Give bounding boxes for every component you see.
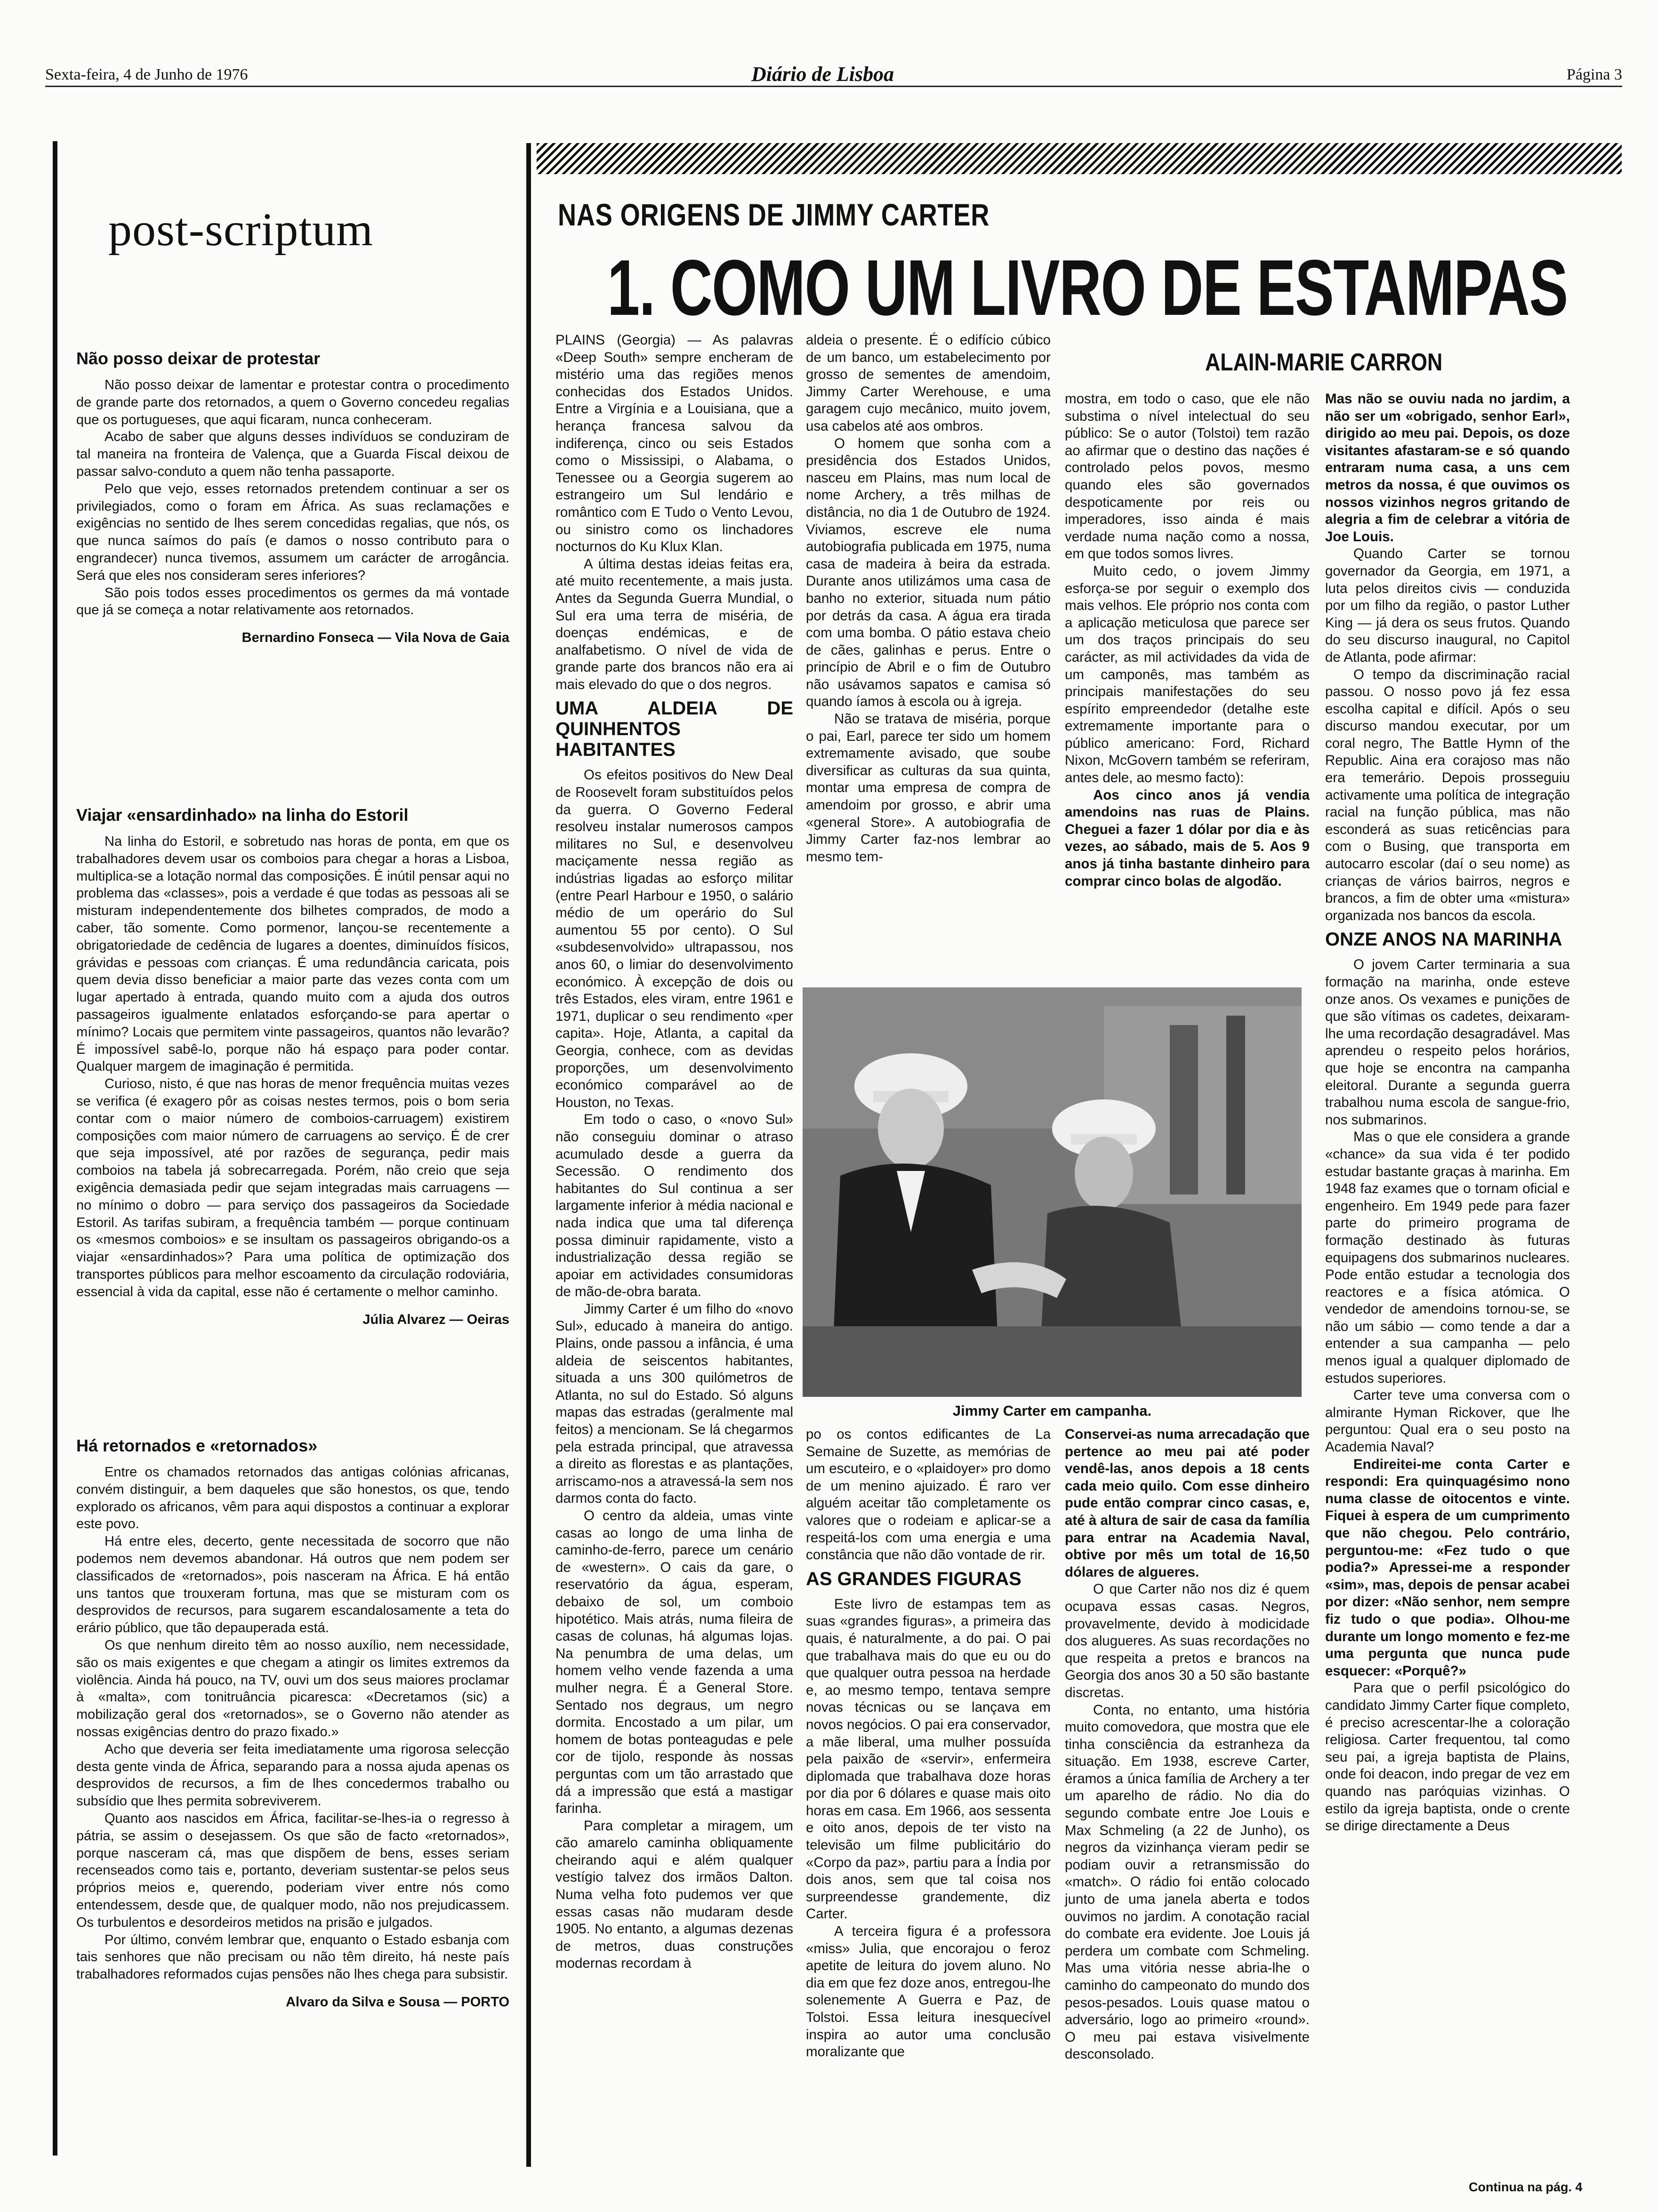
article-paragraph: PLAINS (Georgia) — As palavras «Deep South» sempre encheram de mistério uma das regiões menos conhecidas dos Estados Unidos. Entre a Virgínia e a Louisiana, que a herança francesa salvou da indiferença, cinco ou seis Estados como o Mississipi, o Alabama, o Tenessee ou a Georgia sugerem ao estrangeiro um Sul lendário e romântico com E Tudo o Vento Levou, ou sinistro como os linchadores nocturnos do Ku Klux Klan. (555, 332, 793, 555)
letter-paragraph: Quanto aos nascidos em África, facilitar-se-lhes-ia o regresso à pátria, se assim o desejassem. Os que são de facto «retornados», porque nasceram cá, mas que dispõem de bens, esses seriam recenseados como tais e, portanto, deveriam sustentar-se pelos seus próprios meios e, querendo, poderiam viver entre nós como entendessem, desde que, de qualquer modo, não nos prejudicassem. Os turbulentos e desordeiros metidos na prisão e julgados. (76, 1811, 509, 1930)
photo-caption: Jimmy Carter em campanha. (952, 1403, 1152, 1419)
letter-paragraph: Não posso deixar de lamentar e protestar contra o procedimento de grande parte dos retornados, a quem o Governo concedeu regalias que os portugueses, que aqui ficaram, nunca conheceram. (76, 377, 509, 427)
hatched-banner (537, 143, 1622, 174)
letter-paragraph: Acho que deveria ser feita imediatamente uma rigorosa selecção desta gente vinda de África, separando para a nossa ajuda apenas os desprovidos de recursos, a fim de lhes concedermos trabalho ou subsídio que lhes permita sobreviverem. (76, 1741, 509, 1809)
article-paragraph: A última destas ideias feitas era, até muito recentemente, a mais justa. Antes da Segunda Guerra Mundial, o Sul era uma terra de miséria, de doenças endémicas, e de analfabetismo. O nível de vida de grande parte dos brancos não era ai mais elevado do que o dos negros. (555, 556, 793, 692)
article-frame (526, 143, 531, 2167)
article-paragraph: Este livro de estampas tem as suas «grandes figuras», a primeira das quais, é naturalmente, a do pai. O pai que trabalhava mais do que eu ou do que qualquer outra pessoa na herdade e, ao mesmo tempo, tentava sempre novas técnicas ou se lançava em novos negócios. O pai era conservador, a mãe liberal, uma mulher possuída pela paixão de «servir», enfermeira diplomada que trabalhava doze horas por dia por 6 dólares e quase mais oito horas em casa. Em 1966, aos sessenta e oito anos, depois de ter visto na televisão um filme publicitário do «Corpo da paz», partiu para a Índia por dois anos, sem que tal coisa nos surpreendesse grandemente, diz Carter. (806, 1596, 1051, 1922)
article-column-2 (806, 332, 1051, 866)
page-number: Página 3 (1566, 66, 1622, 83)
letter-paragraph: Por último, convém lembrar que, enquanto o Estado esbanja com tais senhores que não precisam ou não têm direito, há neste país trabalhadores reformados cujas pensões não lhes chega para subsistir. (76, 1932, 509, 1982)
article-column-1 (555, 332, 793, 1972)
letter-paragraph: Acabo de saber que alguns desses indivíduos se conduziram de tal maneira na fronteira de Valença, que a Guarda Fiscal deixou de passar salvo-conduto a quem não tenha passaporte. (76, 429, 509, 479)
article-paragraph: Mas o que ele considera a grande «chance» da sua vida é ter podido estudar bastante graças à marinha. Em 1948 faz exames que o tornam oficial e engenheiro. Em 1949 pede para fazer parte do primeiro programa de formação destinado às futuras equipagens dos submarinos nucleares. Pode então estudar a tecnologia dos reactores e a física atómica. O vendedor de amendoins tornou-se, se não um sábio — como tende a dar a entender a sua campanha — pelo menos igual a qualquer diplomado de estudos superiores. (1325, 1129, 1570, 1386)
article-column-2-lower (806, 1426, 1051, 2061)
article-author: ALAIN-MARIE CARRON (1205, 349, 1443, 376)
letter-3 (76, 1435, 509, 2011)
newspaper-name: Diário de Lisboa (751, 63, 894, 86)
article-paragraph: Não se tratava de miséria, porque o pai, Earl, parece ter sido um homem extremamente avisado, que soube diversificar as culturas da sua quinta, montar uma empresa de compra de amendoim por grosso, e abrir uma «general Store». A autobiografia de Jimmy Carter faz-nos lembrar ao mesmo tem- (806, 711, 1051, 865)
masthead (45, 63, 1622, 86)
letter-signature: Júlia Alvarez — Oeiras (362, 1312, 509, 1327)
letter-paragraph: Na linha do Estoril, e sobretudo nas horas de ponta, em que os trabalhadores devem usar os comboios para chegar a horas a Lisboa, multiplica-se a lotação normal das composições. É inútil pensar aqui no problema das «classes», pois a verdade é que todas as pessoas ali se misturam independentemente dos bilhetes comprados, de modo a caber, tão somente. Como pormenor, lançou-se recentemente a obrigatoriedade de cedência de lugares a doentes, diminuídos físicos, grávidas e pessoas com crianças. É uma redundância caricata, pois quem devia disso beneficiar a maior parte das vezes conta com um lugar apertado à entrada, quando muito com a ajuda dos outros passageiros igualmente enlatados esforçando-se para apertar o mínimo? Locais que permitem vinte passageiros, quantos não levarão? É impossível sabê-lo, porque não há espaço para poder contar. Qualquer margem de imaginação é permitida. (76, 834, 509, 1074)
letter-2 (76, 805, 509, 1328)
article-paragraph: O homem que sonha com a presidência dos Estados Unidos, nasceu em Plains, mas num local de nome Archery, a três milhas de distância, no dia 1 de Outubro de 1924. Viviamos, escreve ele numa autobiografia publicada em 1975, numa casa de madeira à beira da estrada. Durante anos utilizámos uma casa de banho no exterior, situada num pátio por detrás da casa. A água era tirada com uma bomba. O pátio estava cheio de cães, galinhas e perus. Entre o princípio de Abril e o fim de Outubro não usávamos sapatos e camisa só quando íamos à escola ou à igreja. (806, 435, 1051, 710)
article-paragraph: Quando Carter se tornou governador da Georgia, em 1971, a luta pelos direitos civis — conduzida por um filho da região, o pastor Luther King — já dera os seus frutos. Quando do seu discurso inaugural, no Capitol de Atlanta, pode afirmar: (1325, 546, 1570, 665)
article-paragraph: O centro da aldeia, umas vinte casas ao longo de uma linha de caminho-de-ferro, parece um cenário de «western». O cais da gare, o reservatório da água, esperam, debaixo de sol, um comboio hipotético. Mais atrás, numa fileira de casas de colunas, há algumas lojas. Na penumbra de uma delas, um homem velho vende fazenda a uma mulher negra. É a General Store. Sentado nos degraus, um negro dormita. Encostado a um pilar, um homem de botas ponteagudas e pele cor de tijolo, responde às nossas perguntas com um tão arrastado que dá a impressão que está a mastigar farinha. (555, 1508, 793, 1817)
article-paragraph: Para completar a miragem, um cão amarelo caminha obliquamente cheirando aqui e além qualquer vestígio talvez dos irmãos Dalton. Numa velha foto pudemos ver que essas casas não mudaram desde 1905. No entanto, a algumas dezenas de metros, duas construções modernas recordam à (555, 1818, 793, 1972)
letter-paragraph: Curioso, nisto, é que nas horas de menor frequência muitas vezes se verifica (é exagero pôr as coisas nestes termos, pois o bom seria contar com o maior número de comboios-carruagem) existirem composições com maior número de carruagens ao serviço. É de crer que seja impossível, até por razões de segurança, pedir mais comboios na tabela já sobrecarregada. Porém, não creio que seja exigência demasiada pedir que sejam integradas mais carruagens — no mínimo o dobro — para serviço dos passageiros da Sociedade Estoril. As tarifas subiram, a frequência também — porque continuam os «mesmos comboios» e se insultam os passageiros obrigando-os a viajar «ensardinhados»? Para uma política de optimização dos transportes públicos para melhor escoamento da circulação rodoviária, essencial à vida da capital, esse não é certamente o melhor caminho. (76, 1076, 509, 1299)
letter-paragraph: Pelo que vejo, esses retornados pretendem continuar a ser os privilegiados, como o foram em África. As suas reclamações e exigências no sentido de lhes serem concedidas regalias, que nós, os que nunca saímos do país (e damos o nosso contributo para o engrandecer) nunca tivemos, assumem um carácter de arrogância. Será que eles nos consideram seres inferiores? (76, 481, 509, 583)
article-headline: 1. COMO UM LIVRO DE ESTAMPAS (607, 243, 1568, 332)
article-paragraph: Aos cinco anos já vendia amendoins nas ruas de Plains. Cheguei a fazer 1 dólar por dia e às vezes, ao sábado, mais de 5. Aos 9 anos já tinha bastante dinheiro para comprar cinco bolas de algodão. (1065, 787, 1310, 889)
letter-paragraph: Há entre eles, decerto, gente necessitada de socorro que não podemos nem devemos abandonar. Há outros que nem podem ser classificados de «retornados», pois nasceram na África. E há então uns tantos que trouxeram fortuna, mas que se misturam com os desprovidos de recursos, para sugarem escandalosamente a teta do erário público, que tão depauperada está. (76, 1534, 509, 1636)
section-heading-figuras: AS GRANDES FIGURAS (806, 1568, 1022, 1589)
article-kicker: NAS ORIGENS DE JIMMY CARTER (558, 197, 990, 232)
letter-1 (76, 348, 509, 647)
article-column-3 (1065, 391, 1310, 890)
article-paragraph: aldeia o presente. É o edifício cúbico de um banco, um estabelecimento por grosso de sementes de amendoim, Jimmy Carter Werehouse, e uma garagem cujo mecânico, muito jovem, usa cabelos até aos ombros. (806, 332, 1051, 434)
masthead-rule (45, 86, 1622, 87)
continued-note: Continua na pág. 4 (1469, 2180, 1583, 2194)
article-paragraph: Endireitei-me conta Carter e respondi: Era quinquagésimo nono numa classe de oitocentos e vinte. Fiquei à espera de um cumprimento que não chegou. Pelo contrário, perguntou-me: «Fez tudo o que podia?» Apressei-me a responder «sim», mas, depois de pensar acabei por dizer: «Não senhor, nem sempre fiz tudo o que podia». Olhou-me durante um longo momento e fez-me uma pergunta que nunca pude esquecer: «Porquê?» (1325, 1456, 1570, 1679)
article-paragraph: Conta, no entanto, uma história muito comovedora, que mostra que ele tinha consciência da estranheza da situação. Em 1938, escreve Carter, éramos a única família de Archery a ter um aparelho de rádio. No dia do segundo combate entre Joe Louis e Max Schmeling (a 22 de Junho), os negros da vizinhança vieram pedir se podiam ouvir a retransmissão do «match». O rádio foi então colocado junto de uma janela aberta e todos ouvimos no jardim. A conotação racial do combate era evidente. Joe Louis já perdera um combate com Schmeling. Mas uma vitória nesse abria-lhe o caminho do campeonato do mundo dos pesos-pesados. Louis quase matou o adversário, logo ao primeiro «round». O meu pai estava visivelmente desconsolado. (1065, 1702, 1310, 2062)
letter-signature: Alvaro da Silva e Sousa — PORTO (286, 1994, 509, 2010)
article-paragraph: O tempo da discriminação racial passou. O nosso povo já fez essa escolha capital e difícil. Após o seu discurso mandou executar, por um coral negro, The Battle Hymn of the Republic. Aina era corajoso mas não era temerário. Depois prosseguiu activamente uma política de integração racial na função pública, mas não esconderá as suas reticências para com o Busing, que transporta em autocarro escolar (daí o seu nome) as crianças de vários bairros, negros e brancos, a fim de obter uma «mistura» organizada nos bancos da escola. (1325, 666, 1570, 923)
photo-image (803, 987, 1302, 1397)
article-paragraph: A terceira figura é a professora «miss» Julia, que encorajou o feroz apetite de leitura do jovem aluno. No dia em que fez doze anos, entregou-lhe solenemente A Guerra e Paz, de Tolstoi. Essa leitura inesquecível inspira ao autor uma conclusão moralizante que (806, 1923, 1051, 2060)
article-paragraph: Carter teve uma conversa com o almirante Hyman Rickover, que lhe perguntou: Qual era o seu posto na Academia Naval? (1325, 1387, 1570, 1455)
post-scriptum-title: post-scriptum (108, 203, 373, 256)
letter-heading: Há retornados e «retornados» (76, 1436, 318, 1455)
article-paragraph: mostra, em todo o caso, que ele não substima o nível intelectual do seu público: Se o autor (Tolstoi) tem razão ao afirmar que o destino das nações é controlado pelos povos, mesmo quando eles são governados despoticamente por reis ou imperadores, isso ainda é mais verdade numa nação como a nossa, em que todos somos livres. (1065, 391, 1310, 562)
section-heading-marinha: ONZE ANOS NA MARINHA (1325, 929, 1562, 950)
article-paragraph: Para que o perfil psicológico do candidato Jimmy Carter fique completo, é preciso acrescentar-lhe a coloração religiosa. Carter frequentou, tal como seu pai, a igreja baptista de Plains, onde foi deacon, indo pregar de vez em quando nas paróquias vizinhas. O estilo da igreja baptista, onde o crente se dirige directamente a Deus (1325, 1680, 1570, 1834)
letter-heading: Não posso deixar de protestar (76, 349, 321, 368)
article-paragraph: Em todo o caso, o «novo Sul» não conseguiu dominar o atraso acumulado desde a guerra da Secessão. O rendimento dos habitantes do Sul continua a ser largamente inferior à média nacional e nada indica que uma tal diferença possa diminuir rapidamente, visto a industrialização dessa região se apoiar em actividades consumidoras de mão-de-obra barata. (555, 1112, 793, 1300)
article-paragraph: O que Carter não nos diz é quem ocupava essas casas. Negros, provavelmente, devido à modicidade dos alugueres. As suas recordações no que respeita a pretos e brancos na Georgia dos anos 30 a 50 são bastante discretas. (1065, 1581, 1310, 1700)
article-paragraph: O jovem Carter terminaria a sua formação na marinha, onde esteve onze anos. Os vexames e punições de que são vítimas os cadetes, deixaram-lhe uma recordação desagradável. Mas aprendeu o respeito pelos horários, que hoje se encontra na campanha eleitoral. Durante a segunda guerra trabalhou numa escola de sangue-frio, nos submarinos. (1325, 957, 1570, 1128)
campaign-photo (803, 987, 1302, 1397)
letter-signature: Bernardino Fonseca — Vila Nova de Gaia (241, 630, 509, 646)
article-paragraph: Mas não se ouviu nada no jardim, a não ser um «obrigado, senhor Earl», dirigido ao meu pai. Depois, os doze visitantes afastaram-se e só quando entraram numa casa, a uns cem metros da nossa, é que ouvimos os nossos vizinhos negros gritando de alegria a fim de celebrar a vitória de Joe Louis. (1325, 391, 1570, 545)
article-column-4 (1325, 391, 1570, 1835)
article-paragraph: po os contos edificantes de La Semaine de Suzette, as memórias de um escuteiro, e o «plaidoyer» pro domo de um menino ajuizado. É raro ver alguém aceitar tão completamente os valores que o rodeiam e aplicar-se a respeitá-los com uma energia e uma constância que não dão vontade de rir. (806, 1427, 1051, 1563)
letter-heading: Viajar «ensardinhado» na linha do Estoril (76, 805, 409, 825)
issue-date: Sexta-feira, 4 de Junho de 1976 (45, 66, 248, 83)
letter-paragraph: São pois todos esses procedimentos os germes da má vontade que já se começa a notar relativamente aos retornados. (76, 585, 509, 618)
article-paragraph: Muito cedo, o jovem Jimmy esforça-se por seguir o exemplo dos mais velhos. Ele próprio nos conta com a aplicação meticulosa que parece ser um dos traços principais do seu carácter, as mil actividades da vida de um camponês, mas também as principais manifestações do seu espírito empreendedor (detalhe este extremamente importante para o público americano: Ford, Richard Nixon, McGovern também se referiram, antes dele, ao mesmo facto): (1065, 563, 1310, 786)
letter-paragraph: Entre os chamados retornados das antigas colónias africanas, convém distinguir, a bem daqueles que são honestos, os que, tendo explorado os africanos, vêm para aqui dispostos a continuar a explorar este povo. (76, 1465, 509, 1532)
article-column-3-lower (1065, 1426, 1310, 2063)
section-heading-aldeia: UMA ALDEIA DE QUINHENTOS HABITANTES (555, 698, 793, 761)
article-paragraph: Conservei-as numa arrecadação que pertence ao meu pai até poder vendê-las, anos depois a 18 cents cada meio quilo. Com esse dinheiro pude então comprar cinco casas, e, até à altura de sair de casa da família para entrar na Academia Naval, obtive por mês um total de 16,50 dólares de algueres. (1065, 1427, 1310, 1580)
article-paragraph: Jimmy Carter é um filho do «novo Sul», educado à maneira do antigo. Plains, onde passou a infância, é uma aldeia de seiscentos habitantes, situada a uns 300 quilómetros de Atlanta, no sul do Estado. Só alguns mapas das estradas (geralmente mal feitos) a mencionam. Se lá chegarmos pela estrada principal, que atravessa a direito as florestas e as plantações, arriscamo-nos a atravessá-la sem nos darmos conta do facto. (555, 1301, 793, 1507)
article-paragraph: Os efeitos positivos do New Deal de Roosevelt foram substituídos pelos da guerra. O Governo Federal resolveu instalar numerosos campos militares no Sul, e desenvolveu maciçamente nessa região as indústrias ligadas ao esforço militar (entre Pearl Harbour e 1950, o salário médio de um operário do Sul aumentou 55 por cento). O Sul «subdesenvolvido» ultrapassou, nos anos 60, o limiar do desenvolvimento económico. À excepção de dois ou três Estados, eles viram, entre 1961 e 1971, duplicar o seu rendimento «per capita». Hoje, Atlanta, a capital da Georgia, conhece, com as devidas proporções, um desenvolvimento económico comparável ao de Houston, no Texas. (555, 767, 793, 1110)
letter-paragraph: Os que nenhum direito têm ao nosso auxílio, nem necessidade, são os mais exigentes e que chegam a atingir os limites extremos da violência. Ainda há pouco, na TV, ouvi um dos seus maiores proclamar à «malta», com tonitruância picaresca: «Decretamos (sic) a mobilização geral dos «retornados», se o Governo não atender as nossas exigências dentro do prazo fixado.» (76, 1637, 509, 1739)
